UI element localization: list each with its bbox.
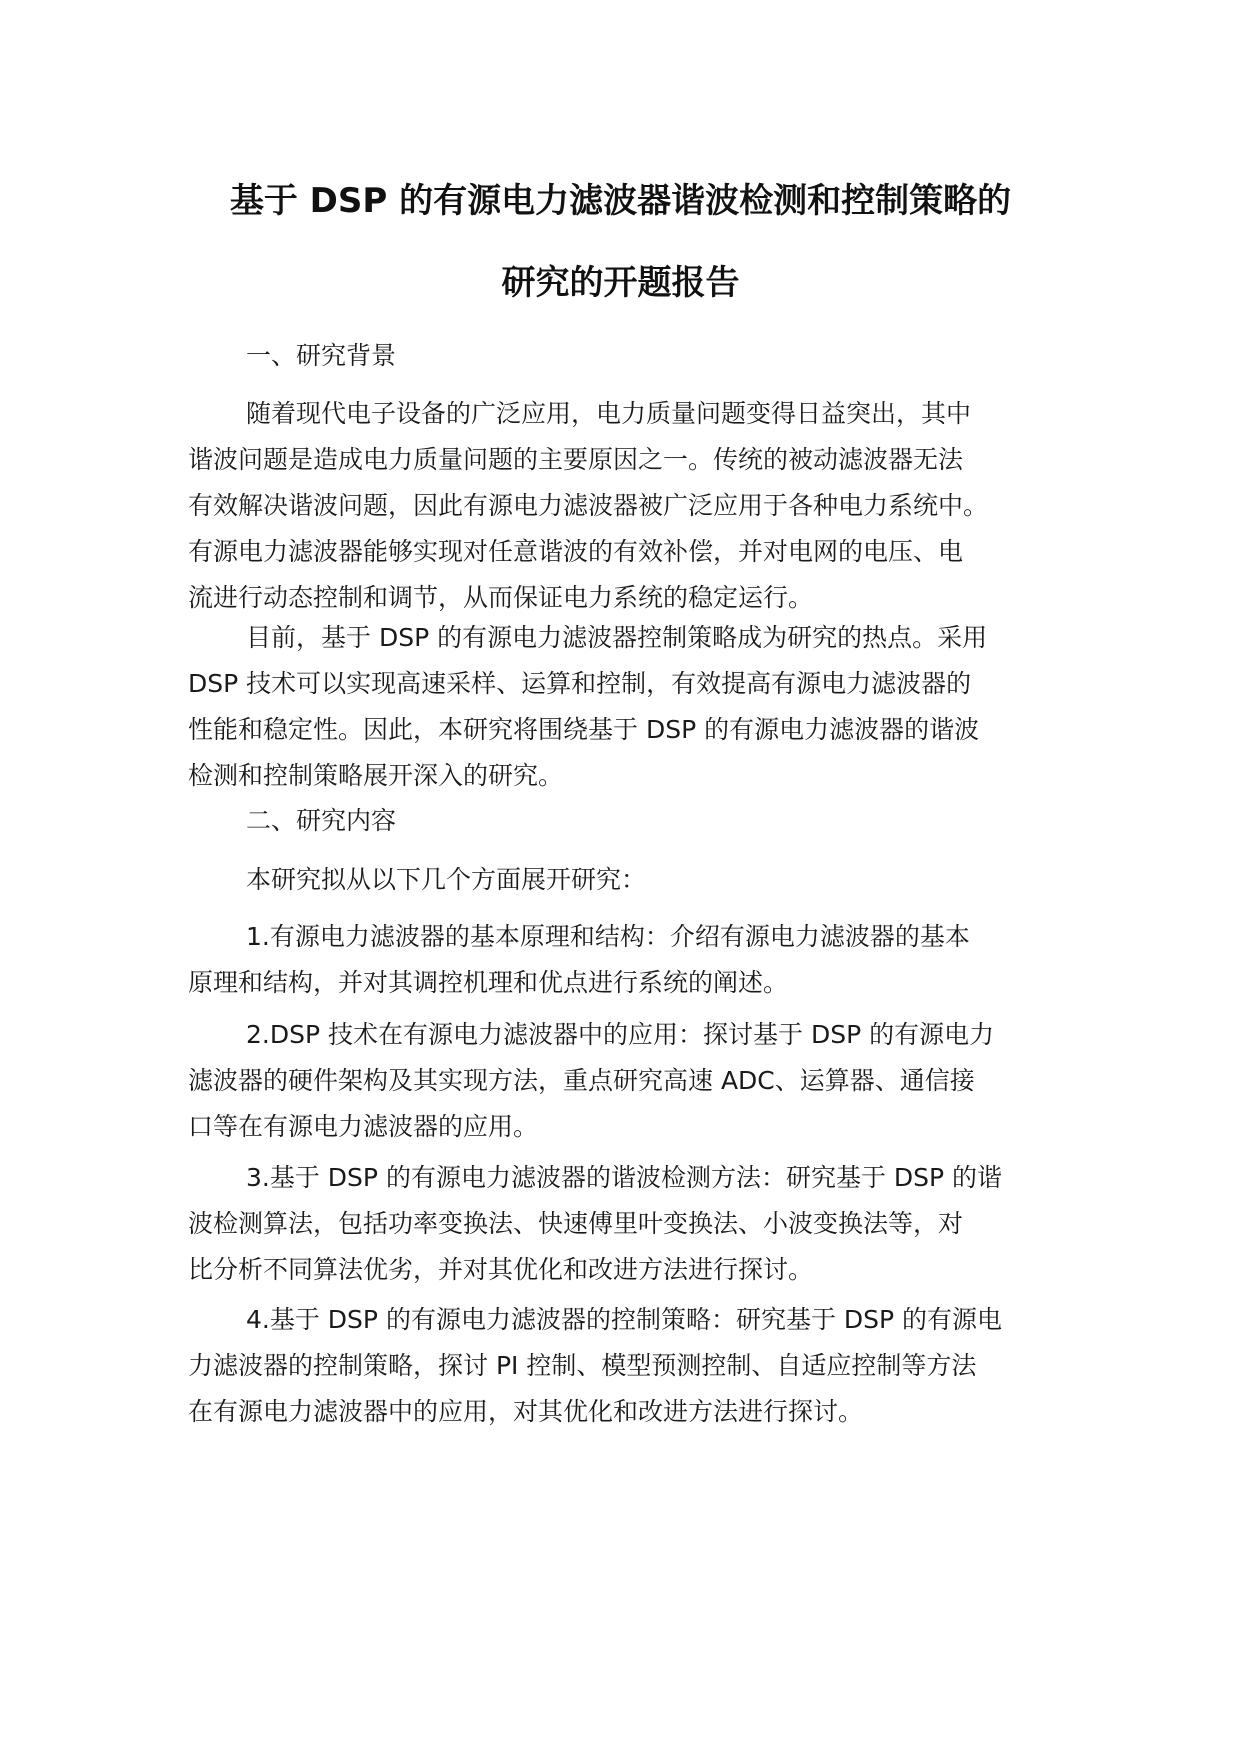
list-item-3 (188, 1155, 1078, 1293)
list-item-line: 1.有源电力滤波器的基本原理和结构：介绍有源电力滤波器的基本 (246, 922, 970, 951)
paragraph-line: 随着现代电子设备的广泛应用，电力质量问题变得日益突出，其中 (246, 399, 972, 428)
list-item-line: 2.DSP 技术在有源电力滤波器中的应用：探讨基于 DSP 的有源电力 (246, 1020, 995, 1049)
paragraph-dsp-hotspot (188, 615, 1078, 799)
section-heading-text: 一、研究背景 (246, 341, 397, 370)
section-heading-text: 二、研究内容 (246, 806, 397, 835)
list-item-line: 力滤波器的控制策略，探讨 PI 控制、模型预测控制、自适应控制等方法 (188, 1351, 977, 1380)
paragraph-line: 目前，基于 DSP 的有源电力滤波器控制策略成为研究的热点。采用 (246, 623, 988, 652)
document-title-line-2: 研究的开题报告 (501, 263, 740, 303)
paragraph-background (188, 391, 1078, 621)
section-heading-background (188, 333, 1078, 379)
paragraph-line: 本研究拟从以下几个方面展开研究： (246, 865, 647, 894)
paragraph-line: 检测和控制策略展开深入的研究。 (188, 761, 564, 790)
list-item-line: 在有源电力滤波器中的应用，对其优化和改进方法进行探讨。 (188, 1397, 864, 1426)
list-item-4 (188, 1297, 1078, 1435)
paragraph-line: 性能和稳定性。因此，本研究将围绕基于 DSP 的有源电力滤波器的谐波 (188, 715, 980, 744)
paragraph-line: DSP 技术可以实现高速采样、运算和控制，有效提高有源电力滤波器的 (188, 669, 972, 698)
paragraph-line: 流进行动态控制和调节，从而保证电力系统的稳定运行。 (188, 583, 814, 612)
list-item-line: 3.基于 DSP 的有源电力滤波器的谐波检测方法：研究基于 DSP 的谐 (246, 1163, 1003, 1192)
list-item-1 (188, 914, 1078, 1006)
list-item-line: 比分析不同算法优劣，并对其优化和改进方法进行探讨。 (188, 1255, 814, 1284)
section-heading-content (188, 798, 1078, 844)
paragraph-line: 谐波问题是造成电力质量问题的主要原因之一。传统的被动滤波器无法 (188, 445, 964, 474)
list-item-line: 原理和结构，并对其调控机理和优点进行系统的阐述。 (188, 968, 789, 997)
document-title-line-1: 基于 DSP 的有源电力滤波器谐波检测和控制策略的 (229, 181, 1012, 221)
paragraph-line: 有源电力滤波器能够实现对任意谐波的有效补偿，并对电网的电压、电 (188, 537, 964, 566)
paragraph-intro (188, 857, 1078, 903)
list-item-line: 波检测算法，包括功率变换法、快速傅里叶变换法、小波变换法等，对 (188, 1209, 964, 1238)
list-item-2 (188, 1012, 1078, 1150)
paragraph-line: 有效解决谐波问题，因此有源电力滤波器被广泛应用于各种电力系统中。 (188, 491, 989, 520)
list-item-line: 滤波器的硬件架构及其实现方法，重点研究高速 ADC、运算器、通信接 (188, 1066, 975, 1095)
list-item-line: 4.基于 DSP 的有源电力滤波器的控制策略：研究基于 DSP 的有源电 (246, 1305, 1003, 1334)
list-item-line: 口等在有源电力滤波器的应用。 (188, 1112, 539, 1141)
